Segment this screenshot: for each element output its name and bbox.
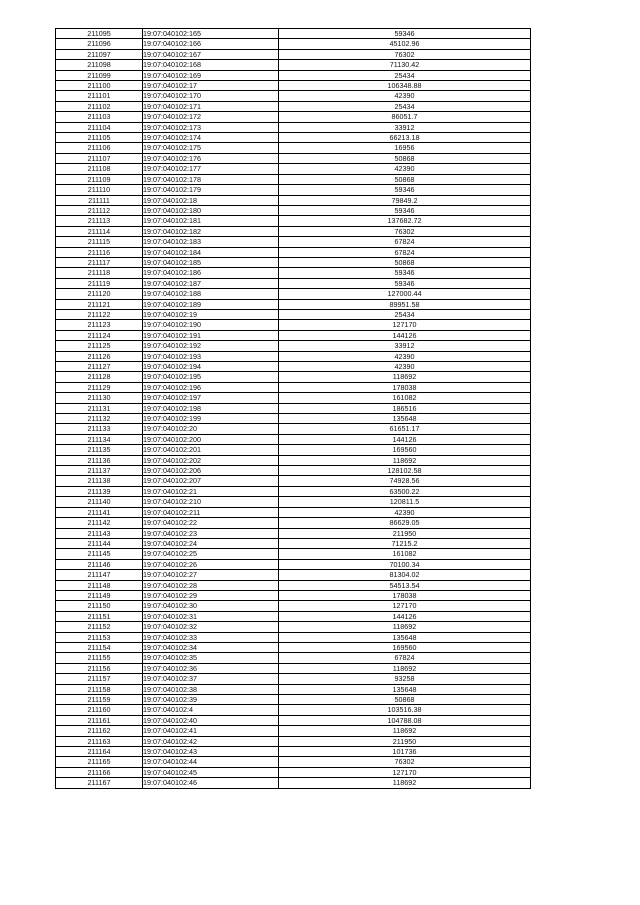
cadastral-number-cell: 19:07:040102:39	[143, 695, 279, 705]
table-row	[56, 164, 531, 174]
table-row	[56, 424, 531, 434]
cadastral-number-cell: 19:07:040102:194	[143, 362, 279, 372]
row-id-cell: 211158	[56, 684, 143, 694]
cadastral-number-cell: 19:07:040102:167	[143, 49, 279, 59]
table-row	[56, 642, 531, 652]
row-id-cell: 211153	[56, 632, 143, 642]
table-row	[56, 466, 531, 476]
cadastral-number-cell: 19:07:040102:44	[143, 757, 279, 767]
amount-cell: 42390	[279, 362, 531, 372]
cadastral-number-cell: 19:07:040102:202	[143, 455, 279, 465]
row-id-cell: 211095	[56, 29, 143, 39]
amount-cell: 89951.58	[279, 299, 531, 309]
amount-cell: 33912	[279, 122, 531, 132]
row-id-cell: 211119	[56, 278, 143, 288]
cadastral-number-cell: 19:07:040102:177	[143, 164, 279, 174]
amount-cell: 106348.88	[279, 81, 531, 91]
row-id-cell: 211141	[56, 507, 143, 517]
row-id-cell: 211105	[56, 133, 143, 143]
table-row	[56, 320, 531, 330]
row-id-cell: 211111	[56, 195, 143, 205]
table-row	[56, 590, 531, 600]
row-id-cell: 211164	[56, 747, 143, 757]
amount-cell: 81304.02	[279, 570, 531, 580]
cadastral-number-cell: 19:07:040102:201	[143, 445, 279, 455]
cadastral-number-cell: 19:07:040102:40	[143, 715, 279, 725]
row-id-cell: 211136	[56, 455, 143, 465]
cadastral-number-cell: 19:07:040102:199	[143, 414, 279, 424]
row-id-cell: 211116	[56, 247, 143, 257]
amount-cell: 127000.44	[279, 289, 531, 299]
table-row	[56, 674, 531, 684]
table-row	[56, 382, 531, 392]
cadastral-number-cell: 19:07:040102:25	[143, 549, 279, 559]
cadastral-number-cell: 19:07:040102:186	[143, 268, 279, 278]
amount-cell: 161082	[279, 393, 531, 403]
cadastral-number-cell: 19:07:040102:21	[143, 486, 279, 496]
row-id-cell: 211122	[56, 309, 143, 319]
amount-cell: 118692	[279, 622, 531, 632]
cadastral-number-cell: 19:07:040102:179	[143, 185, 279, 195]
cadastral-number-cell: 19:07:040102:191	[143, 330, 279, 340]
cadastral-number-cell: 19:07:040102:36	[143, 663, 279, 673]
amount-cell: 76302	[279, 757, 531, 767]
table-row	[56, 684, 531, 694]
table-row	[56, 632, 531, 642]
row-id-cell: 211115	[56, 237, 143, 247]
row-id-cell: 211146	[56, 559, 143, 569]
row-id-cell: 211109	[56, 174, 143, 184]
table-row	[56, 247, 531, 257]
cadastral-number-cell: 19:07:040102:197	[143, 393, 279, 403]
amount-cell: 25434	[279, 70, 531, 80]
cadastral-number-cell: 19:07:040102:33	[143, 632, 279, 642]
amount-cell: 74928.56	[279, 476, 531, 486]
amount-cell: 67824	[279, 653, 531, 663]
row-id-cell: 211162	[56, 726, 143, 736]
cadastral-number-cell: 19:07:040102:46	[143, 778, 279, 788]
cadastral-number-cell: 19:07:040102:192	[143, 341, 279, 351]
amount-cell: 127170	[279, 601, 531, 611]
row-id-cell: 211160	[56, 705, 143, 715]
row-id-cell: 211101	[56, 91, 143, 101]
table-row	[56, 715, 531, 725]
cadastral-number-cell: 19:07:040102:18	[143, 195, 279, 205]
amount-cell: 118692	[279, 663, 531, 673]
cadastral-number-cell: 19:07:040102:171	[143, 101, 279, 111]
row-id-cell: 211145	[56, 549, 143, 559]
cadastral-number-cell: 19:07:040102:37	[143, 674, 279, 684]
amount-cell: 104788.08	[279, 715, 531, 725]
table-row	[56, 736, 531, 746]
amount-cell: 63500.22	[279, 486, 531, 496]
amount-cell: 186516	[279, 403, 531, 413]
table-row	[56, 91, 531, 101]
row-id-cell: 211127	[56, 362, 143, 372]
amount-cell: 71130.42	[279, 60, 531, 70]
cadastral-number-cell: 19:07:040102:173	[143, 122, 279, 132]
row-id-cell: 211129	[56, 382, 143, 392]
cadastral-number-cell: 19:07:040102:172	[143, 112, 279, 122]
amount-cell: 118692	[279, 778, 531, 788]
table-row	[56, 757, 531, 767]
amount-cell: 86051.7	[279, 112, 531, 122]
row-id-cell: 211096	[56, 39, 143, 49]
row-id-cell: 211110	[56, 185, 143, 195]
table-row	[56, 330, 531, 340]
cadastral-number-cell: 19:07:040102:200	[143, 434, 279, 444]
row-id-cell: 211112	[56, 205, 143, 215]
cadastral-number-cell: 19:07:040102:206	[143, 466, 279, 476]
row-id-cell: 211137	[56, 466, 143, 476]
amount-cell: 86629.05	[279, 518, 531, 528]
row-id-cell: 211130	[56, 393, 143, 403]
row-id-cell: 211113	[56, 216, 143, 226]
amount-cell: 101736	[279, 747, 531, 757]
row-id-cell: 211131	[56, 403, 143, 413]
table-row	[56, 518, 531, 528]
amount-cell: 79849.2	[279, 195, 531, 205]
cadastral-number-cell: 19:07:040102:35	[143, 653, 279, 663]
cadastral-number-cell: 19:07:040102:176	[143, 153, 279, 163]
amount-cell: 178038	[279, 382, 531, 392]
amount-cell: 135648	[279, 684, 531, 694]
table-row	[56, 476, 531, 486]
amount-cell: 135648	[279, 632, 531, 642]
table-row	[56, 445, 531, 455]
cadastral-number-cell: 19:07:040102:211	[143, 507, 279, 517]
cadastral-number-cell: 19:07:040102:42	[143, 736, 279, 746]
table-body	[56, 29, 531, 789]
cadastral-number-cell: 19:07:040102:181	[143, 216, 279, 226]
row-id-cell: 211159	[56, 695, 143, 705]
table-row	[56, 778, 531, 788]
amount-cell: 16956	[279, 143, 531, 153]
table-row	[56, 414, 531, 424]
amount-cell: 42390	[279, 164, 531, 174]
amount-cell: 169560	[279, 642, 531, 652]
table-row	[56, 70, 531, 80]
row-id-cell: 211161	[56, 715, 143, 725]
amount-cell: 135648	[279, 414, 531, 424]
amount-cell: 67824	[279, 247, 531, 257]
amount-cell: 70100.34	[279, 559, 531, 569]
cadastral-number-cell: 19:07:040102:24	[143, 538, 279, 548]
amount-cell: 76302	[279, 49, 531, 59]
cadastral-number-cell: 19:07:040102:20	[143, 424, 279, 434]
table-row	[56, 570, 531, 580]
table-row	[56, 351, 531, 361]
cadastral-number-cell: 19:07:040102:23	[143, 528, 279, 538]
amount-cell: 161082	[279, 549, 531, 559]
table-row	[56, 601, 531, 611]
table-row	[56, 226, 531, 236]
table-row	[56, 695, 531, 705]
row-id-cell: 211108	[56, 164, 143, 174]
table-row	[56, 195, 531, 205]
cadastral-number-cell: 19:07:040102:32	[143, 622, 279, 632]
row-id-cell: 211156	[56, 663, 143, 673]
row-id-cell: 211166	[56, 767, 143, 777]
table-row	[56, 372, 531, 382]
cadastral-number-cell: 19:07:040102:17	[143, 81, 279, 91]
amount-cell: 25434	[279, 309, 531, 319]
cadastral-number-cell: 19:07:040102:29	[143, 590, 279, 600]
amount-cell: 25434	[279, 101, 531, 111]
amount-cell: 42390	[279, 91, 531, 101]
table-row	[56, 549, 531, 559]
table-row	[56, 767, 531, 777]
table-row	[56, 434, 531, 444]
row-id-cell: 211121	[56, 299, 143, 309]
table-row	[56, 663, 531, 673]
row-id-cell: 211144	[56, 538, 143, 548]
cadastral-number-cell: 19:07:040102:166	[143, 39, 279, 49]
row-id-cell: 211100	[56, 81, 143, 91]
cadastral-number-cell: 19:07:040102:26	[143, 559, 279, 569]
amount-cell: 45102.96	[279, 39, 531, 49]
cadastral-number-cell: 19:07:040102:210	[143, 497, 279, 507]
row-id-cell: 211152	[56, 622, 143, 632]
data-table	[55, 28, 531, 789]
cadastral-number-cell: 19:07:040102:19	[143, 309, 279, 319]
table-row	[56, 486, 531, 496]
amount-cell: 50868	[279, 257, 531, 267]
table-row	[56, 559, 531, 569]
table-row	[56, 60, 531, 70]
table-row	[56, 747, 531, 757]
cadastral-number-cell: 19:07:040102:187	[143, 278, 279, 288]
cadastral-number-cell: 19:07:040102:185	[143, 257, 279, 267]
row-id-cell: 211149	[56, 590, 143, 600]
cadastral-number-cell: 19:07:040102:193	[143, 351, 279, 361]
row-id-cell: 211150	[56, 601, 143, 611]
row-id-cell: 211098	[56, 60, 143, 70]
row-id-cell: 211118	[56, 268, 143, 278]
table-row	[56, 289, 531, 299]
row-id-cell: 211104	[56, 122, 143, 132]
amount-cell: 50868	[279, 695, 531, 705]
cadastral-number-cell: 19:07:040102:45	[143, 767, 279, 777]
cadastral-number-cell: 19:07:040102:207	[143, 476, 279, 486]
table-row	[56, 49, 531, 59]
table-row	[56, 705, 531, 715]
row-id-cell: 211142	[56, 518, 143, 528]
cadastral-number-cell: 19:07:040102:31	[143, 611, 279, 621]
amount-cell: 67824	[279, 237, 531, 247]
row-id-cell: 211139	[56, 486, 143, 496]
amount-cell: 118692	[279, 372, 531, 382]
amount-cell: 42390	[279, 351, 531, 361]
amount-cell: 61651.17	[279, 424, 531, 434]
amount-cell: 59346	[279, 205, 531, 215]
amount-cell: 137682.72	[279, 216, 531, 226]
document-page	[55, 28, 531, 789]
table-row	[56, 29, 531, 39]
table-row	[56, 497, 531, 507]
table-row	[56, 538, 531, 548]
amount-cell: 59346	[279, 278, 531, 288]
table-row	[56, 341, 531, 351]
amount-cell: 120811.5	[279, 497, 531, 507]
row-id-cell: 211140	[56, 497, 143, 507]
row-id-cell: 211123	[56, 320, 143, 330]
amount-cell: 144126	[279, 611, 531, 621]
cadastral-number-cell: 19:07:040102:170	[143, 91, 279, 101]
cadastral-number-cell: 19:07:040102:183	[143, 237, 279, 247]
cadastral-number-cell: 19:07:040102:4	[143, 705, 279, 715]
row-id-cell: 211120	[56, 289, 143, 299]
cadastral-number-cell: 19:07:040102:174	[143, 133, 279, 143]
table-row	[56, 611, 531, 621]
table-row	[56, 237, 531, 247]
row-id-cell: 211124	[56, 330, 143, 340]
amount-cell: 50868	[279, 174, 531, 184]
table-row	[56, 216, 531, 226]
table-row	[56, 622, 531, 632]
cadastral-number-cell: 19:07:040102:178	[143, 174, 279, 184]
table-row	[56, 268, 531, 278]
amount-cell: 211950	[279, 528, 531, 538]
amount-cell: 76302	[279, 226, 531, 236]
table-row	[56, 299, 531, 309]
cadastral-number-cell: 19:07:040102:165	[143, 29, 279, 39]
row-id-cell: 211103	[56, 112, 143, 122]
table-row	[56, 257, 531, 267]
row-id-cell: 211114	[56, 226, 143, 236]
cadastral-number-cell: 19:07:040102:196	[143, 382, 279, 392]
row-id-cell: 211165	[56, 757, 143, 767]
amount-cell: 54513.54	[279, 580, 531, 590]
cadastral-number-cell: 19:07:040102:189	[143, 299, 279, 309]
cadastral-number-cell: 19:07:040102:27	[143, 570, 279, 580]
table-row	[56, 507, 531, 517]
cadastral-number-cell: 19:07:040102:22	[143, 518, 279, 528]
table-row	[56, 393, 531, 403]
row-id-cell: 211126	[56, 351, 143, 361]
table-row	[56, 174, 531, 184]
table-row	[56, 653, 531, 663]
table-row	[56, 39, 531, 49]
table-row	[56, 309, 531, 319]
row-id-cell: 211155	[56, 653, 143, 663]
amount-cell: 50868	[279, 153, 531, 163]
table-row	[56, 362, 531, 372]
row-id-cell: 211107	[56, 153, 143, 163]
table-row	[56, 403, 531, 413]
table-row	[56, 133, 531, 143]
cadastral-number-cell: 19:07:040102:184	[143, 247, 279, 257]
table-row	[56, 580, 531, 590]
row-id-cell: 211157	[56, 674, 143, 684]
row-id-cell: 211102	[56, 101, 143, 111]
table-row	[56, 185, 531, 195]
amount-cell: 128102.58	[279, 466, 531, 476]
amount-cell: 169560	[279, 445, 531, 455]
cadastral-number-cell: 19:07:040102:28	[143, 580, 279, 590]
table-row	[56, 205, 531, 215]
table-row	[56, 81, 531, 91]
cadastral-number-cell: 19:07:040102:190	[143, 320, 279, 330]
table-row	[56, 455, 531, 465]
table-row	[56, 143, 531, 153]
row-id-cell: 211138	[56, 476, 143, 486]
row-id-cell: 211167	[56, 778, 143, 788]
amount-cell: 93258	[279, 674, 531, 684]
cadastral-number-cell: 19:07:040102:38	[143, 684, 279, 694]
cadastral-number-cell: 19:07:040102:180	[143, 205, 279, 215]
amount-cell: 42390	[279, 507, 531, 517]
row-id-cell: 211147	[56, 570, 143, 580]
row-id-cell: 211151	[56, 611, 143, 621]
table-row	[56, 101, 531, 111]
amount-cell: 33912	[279, 341, 531, 351]
row-id-cell: 211133	[56, 424, 143, 434]
cadastral-number-cell: 19:07:040102:41	[143, 726, 279, 736]
cadastral-number-cell: 19:07:040102:30	[143, 601, 279, 611]
row-id-cell: 211099	[56, 70, 143, 80]
amount-cell: 127170	[279, 767, 531, 777]
row-id-cell: 211128	[56, 372, 143, 382]
cadastral-number-cell: 19:07:040102:43	[143, 747, 279, 757]
amount-cell: 66213.18	[279, 133, 531, 143]
cadastral-number-cell: 19:07:040102:175	[143, 143, 279, 153]
amount-cell: 59346	[279, 268, 531, 278]
amount-cell: 118692	[279, 726, 531, 736]
row-id-cell: 211143	[56, 528, 143, 538]
row-id-cell: 211154	[56, 642, 143, 652]
cadastral-number-cell: 19:07:040102:182	[143, 226, 279, 236]
row-id-cell: 211148	[56, 580, 143, 590]
amount-cell: 103516.38	[279, 705, 531, 715]
amount-cell: 118692	[279, 455, 531, 465]
row-id-cell: 211163	[56, 736, 143, 746]
amount-cell: 178038	[279, 590, 531, 600]
table-row	[56, 278, 531, 288]
table-row	[56, 153, 531, 163]
amount-cell: 211950	[279, 736, 531, 746]
amount-cell: 144126	[279, 330, 531, 340]
cadastral-number-cell: 19:07:040102:168	[143, 60, 279, 70]
table-row	[56, 726, 531, 736]
amount-cell: 59346	[279, 185, 531, 195]
cadastral-number-cell: 19:07:040102:188	[143, 289, 279, 299]
table-row	[56, 112, 531, 122]
row-id-cell: 211135	[56, 445, 143, 455]
cadastral-number-cell: 19:07:040102:198	[143, 403, 279, 413]
cadastral-number-cell: 19:07:040102:195	[143, 372, 279, 382]
amount-cell: 59346	[279, 29, 531, 39]
row-id-cell: 211132	[56, 414, 143, 424]
row-id-cell: 211106	[56, 143, 143, 153]
cadastral-number-cell: 19:07:040102:34	[143, 642, 279, 652]
table-row	[56, 528, 531, 538]
row-id-cell: 211097	[56, 49, 143, 59]
row-id-cell: 211117	[56, 257, 143, 267]
amount-cell: 71215.2	[279, 538, 531, 548]
amount-cell: 144126	[279, 434, 531, 444]
amount-cell: 127170	[279, 320, 531, 330]
row-id-cell: 211134	[56, 434, 143, 444]
row-id-cell: 211125	[56, 341, 143, 351]
cadastral-number-cell: 19:07:040102:169	[143, 70, 279, 80]
table-row	[56, 122, 531, 132]
